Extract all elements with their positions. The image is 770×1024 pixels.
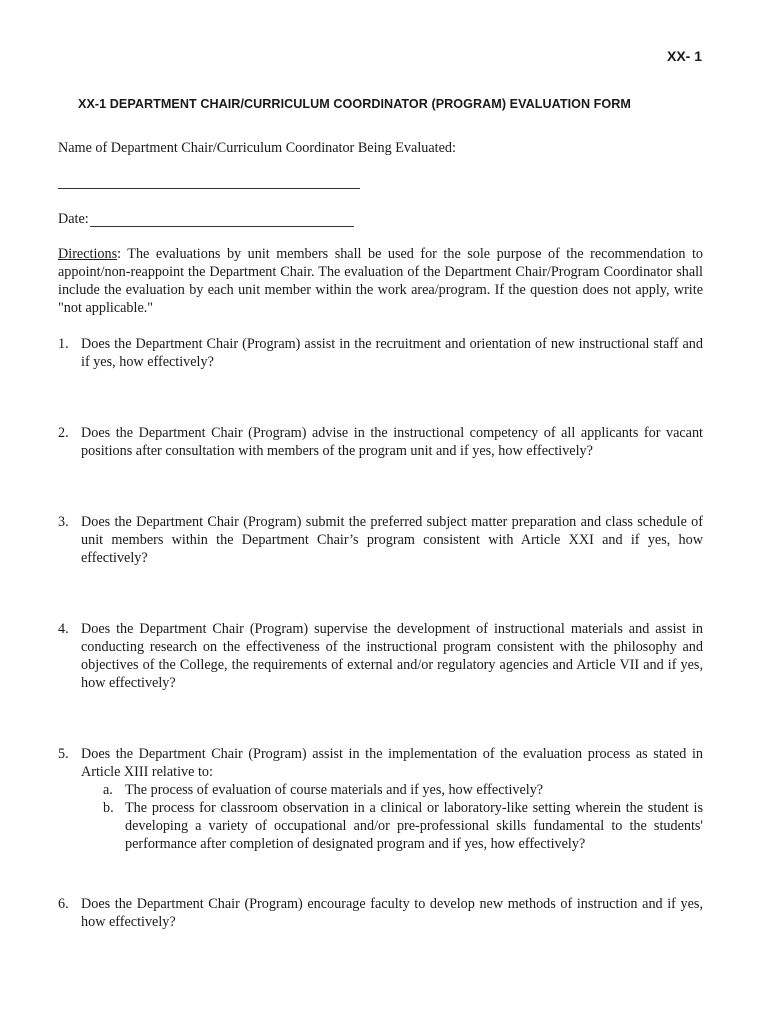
date-label: Date: (58, 211, 89, 227)
subitem-a (103, 781, 703, 799)
name-blank-line[interactable] (58, 188, 360, 189)
question-text: Does the Department Chair (Program) encourage faculty to develop new methods of instruction and if yes, how effectively? (81, 896, 703, 930)
question-number: 5. (58, 746, 69, 762)
subitem-text: The process of evaluation of course materials and if yes, how effectively? (125, 782, 544, 798)
question-number: 6. (58, 896, 69, 912)
page-code: XX- 1 (666, 48, 702, 64)
question-6 (58, 895, 703, 931)
directions-text: : The evaluations by unit members shall be used for the sole purpose of the recommendation to appoint/non-reappoint the Department Chair. The evaluation of the Department Chair/Program Coordinator shall include the evaluation by each unit member within the work area/program. If the question does not apply, write "not applicable." (58, 246, 703, 316)
name-label: Name of Department Chair/Curriculum Coordinator Being Evaluated: (58, 140, 456, 156)
subitem-letter: b. (103, 800, 114, 816)
question-number: 1. (58, 336, 69, 352)
question-text: Does the Department Chair (Program) advise in the instructional competency of all applicants for vacant positions after consultation with members of the program unit and if yes, how effectively? (81, 425, 703, 459)
form-title: XX-1 DEPARTMENT CHAIR/CURRICULUM COORDINATOR (PROGRAM) EVALUATION FORM (78, 97, 631, 111)
subitem-text: The process for classroom observation in a clinical or laboratory-like setting wherein the student is developing a variety of occupational and/or pre-professional skills fundamental to the students' performance after completion of designated program and if yes, how effectively? (125, 800, 703, 852)
directions-label: Directions (58, 246, 118, 262)
question-5 (58, 745, 703, 853)
question-text: Does the Department Chair (Program) submit the preferred subject matter preparation and class schedule of unit members within the Department Chair’s program consistent with Article XXI and if yes, how effectively? (81, 514, 703, 566)
question-number: 2. (58, 425, 69, 441)
question-text: Does the Department Chair (Program) assist in the implementation of the evaluation process as stated in Article XIII relative to: (81, 746, 703, 780)
question-number: 3. (58, 514, 69, 530)
question-text: Does the Department Chair (Program) assist in the recruitment and orientation of new instructional staff and if yes, how effectively? (81, 336, 703, 370)
question-text: Does the Department Chair (Program) supervise the development of instructional materials and assist in conducting research on the effectiveness of the instructional program consistent with the philosophy and objectives of the College, the requirements of external and/or regulatory agencies and Article VII and if yes, how effectively? (81, 621, 703, 691)
subitem-b (103, 799, 703, 853)
question-1 (58, 335, 703, 371)
question-3 (58, 513, 703, 567)
question-2 (58, 424, 703, 460)
question-number: 4. (58, 621, 69, 637)
question-4 (58, 620, 703, 692)
directions (58, 245, 703, 317)
date-blank-line[interactable] (90, 226, 354, 227)
subitem-letter: a. (103, 782, 113, 798)
